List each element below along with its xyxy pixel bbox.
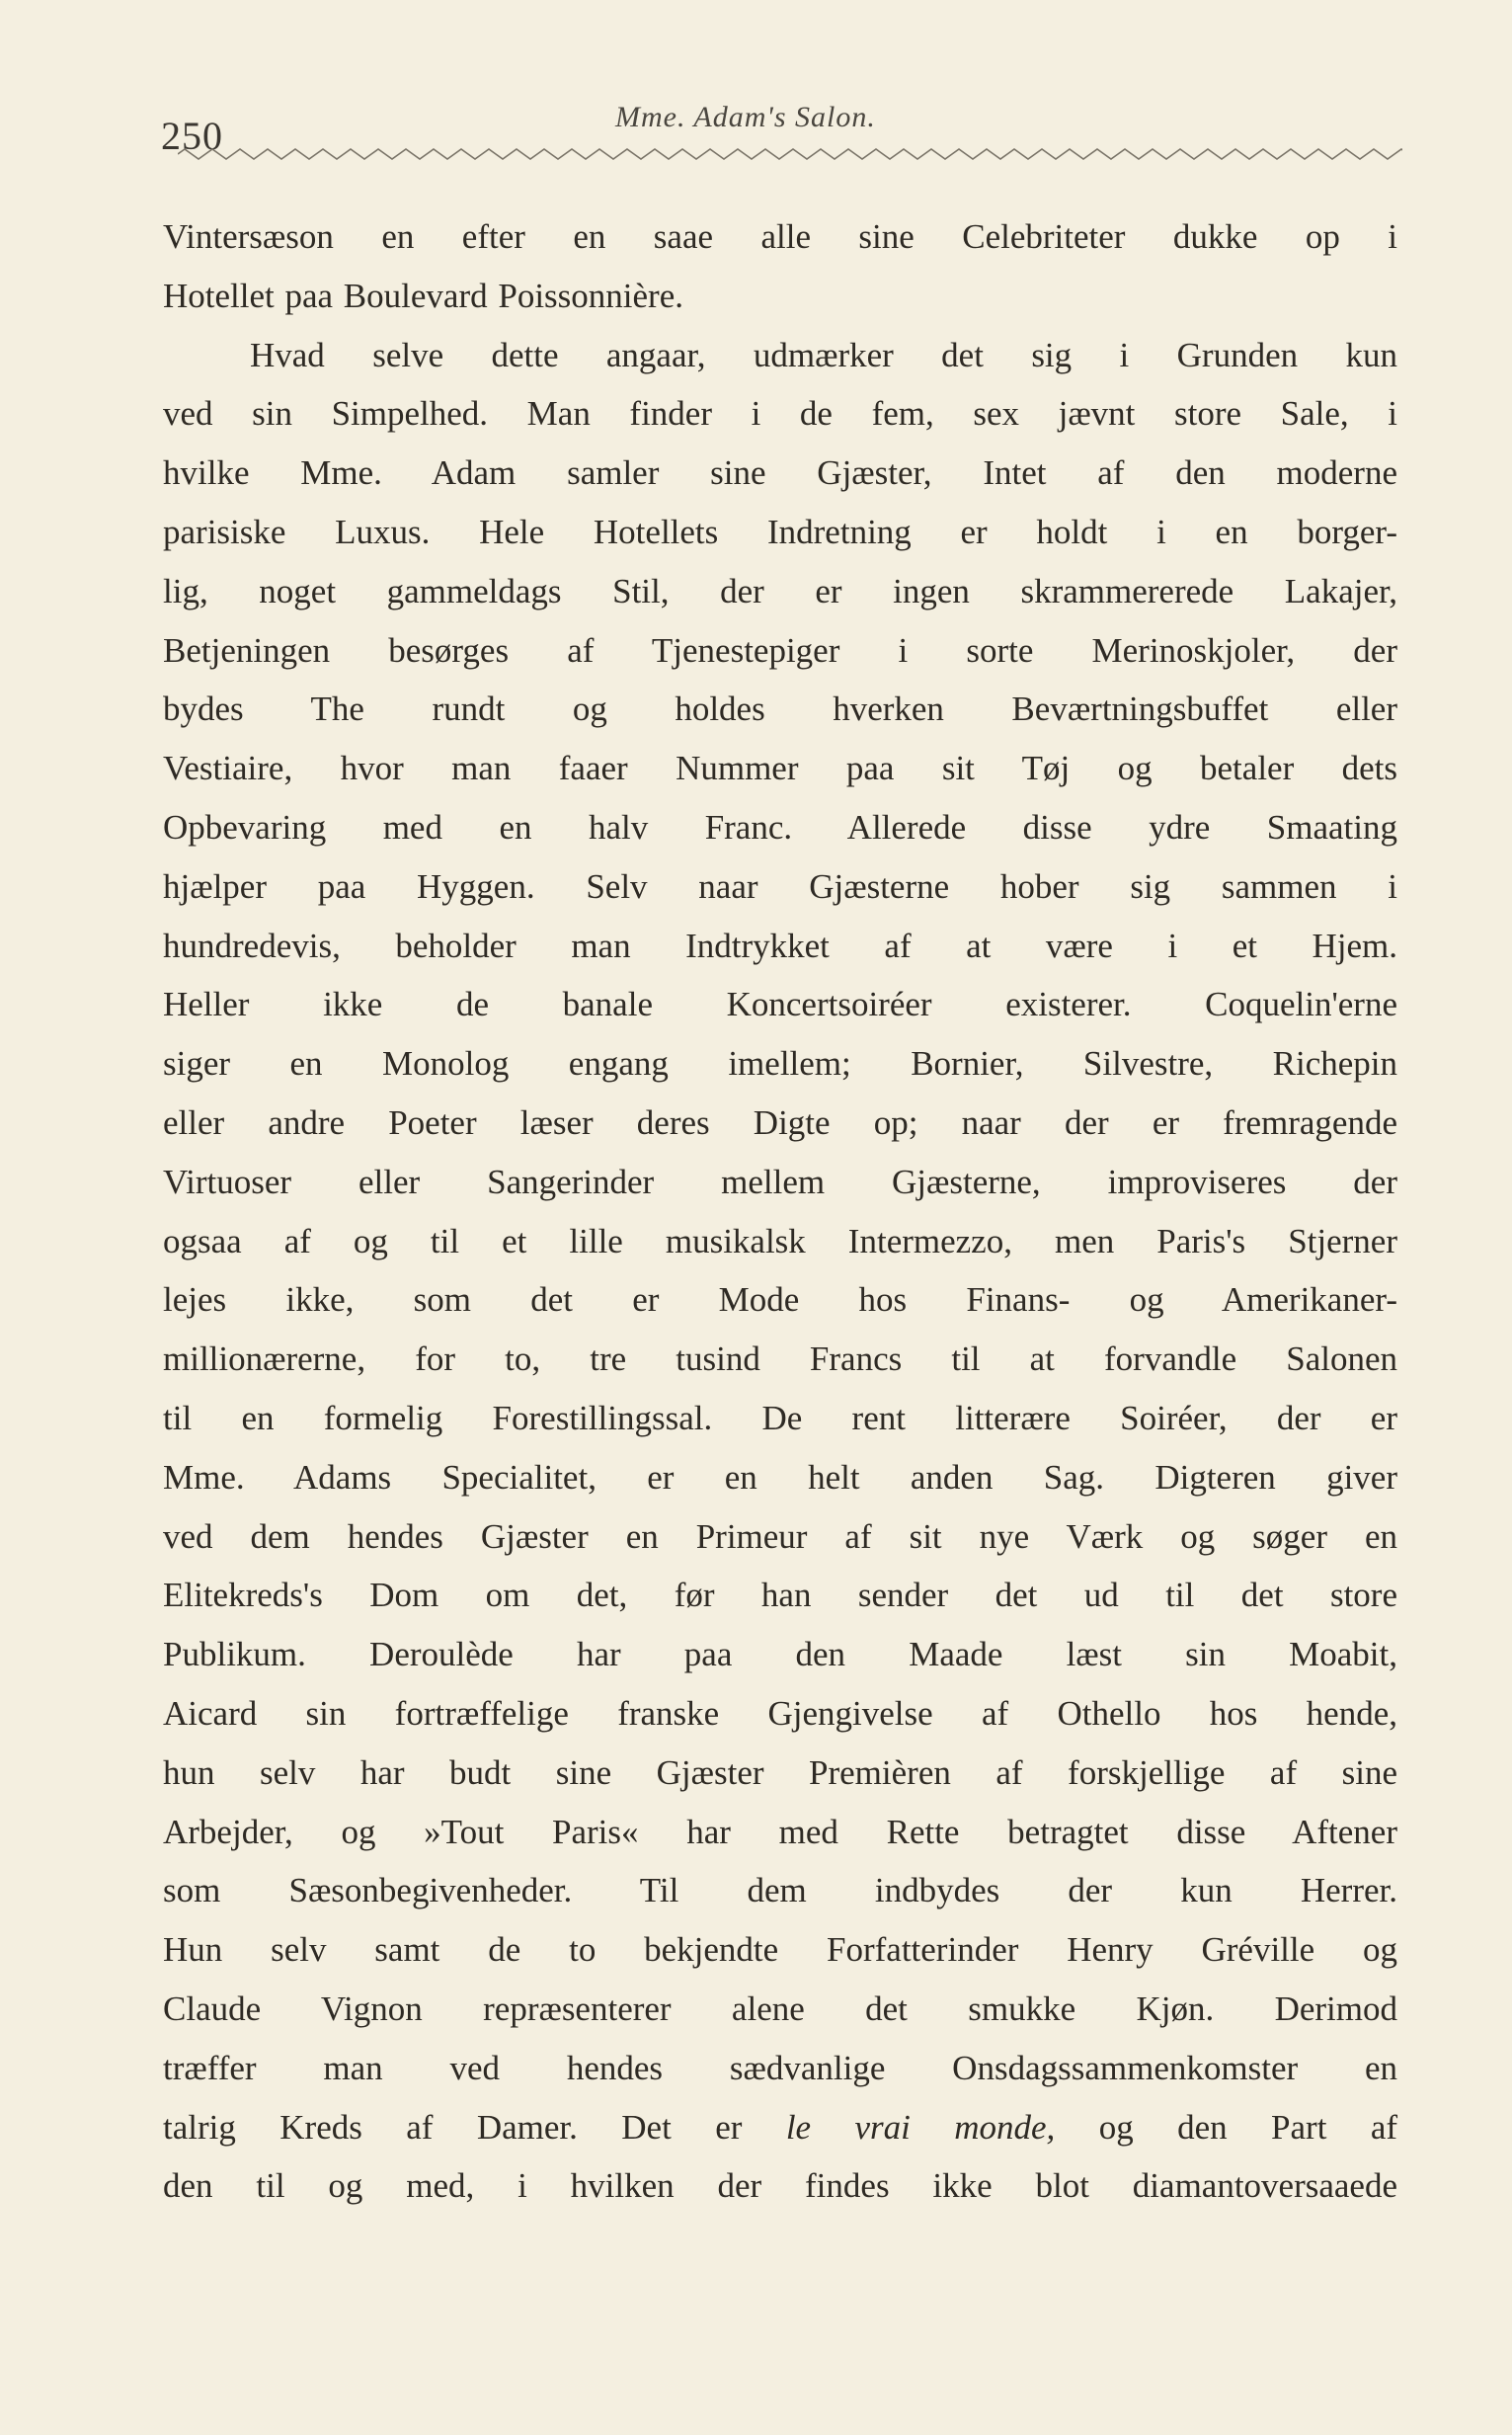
- text-line: hundredevis, beholder man Indtrykket af at være i et Hjem.: [163, 926, 1397, 965]
- page-header: [161, 91, 1400, 158]
- text-line: den til og med, i hvilken der findes ikke blot diamantoversaaede: [163, 2166, 1397, 2206]
- text-line: Vestiaire, hvor man faaer Nummer paa sit Tøj og betaler dets: [163, 749, 1397, 788]
- body-text: [163, 207, 1397, 2216]
- page-number: 250: [161, 114, 223, 158]
- text-line: Claude Vignon repræsenterer alene det smukke Kjøn. Derimod: [163, 1989, 1397, 2028]
- text-line: hvilke Mme. Adam samler sine Gjæster, Intet af den moderne: [163, 453, 1397, 493]
- text-line: ogsaa af og til et lille musikalsk Intermezzo, men Paris's Stjerner: [163, 1221, 1397, 1260]
- text-line: lejes ikke, som det er Mode hos Finans- og Amerikaner-: [163, 1280, 1397, 1320]
- text-segment: og den Part af: [1098, 2107, 1398, 2147]
- text-line: Vintersæson en efter en saae alle sine Celebriteter dukke op i: [163, 217, 1397, 256]
- text-line: Aicard sin fortræffelige franske Gjengivelse af Othello hos hende,: [163, 1693, 1397, 1733]
- text-line: Hun selv samt de to bekjendte Forfatterinder Henry Gréville og: [163, 1930, 1397, 1970]
- text-line-with-italic: [163, 2098, 1397, 2157]
- header-rule-ornament: [178, 146, 1402, 162]
- text-line: siger en Monolog engang imellem; Bornier, Silvestre, Richepin: [163, 1044, 1397, 1084]
- text-line: bydes The rundt og holdes hverken Beværtningsbuffet eller: [163, 690, 1397, 729]
- text-segment: talrig Kreds af Damer. Det er: [163, 2107, 743, 2147]
- text-line: Arbejder, og »Tout Paris« har med Rette betragtet disse Aftener: [163, 1812, 1397, 1851]
- text-line: Hvad selve dette angaar, udmærker det sig i Grunden kun: [250, 335, 1397, 374]
- text-line: Hotellet paa Boulevard Poissonnière.: [163, 276, 683, 315]
- text-line: Heller ikke de banale Koncertsoiréer existerer. Coquelin'erne: [163, 985, 1397, 1024]
- text-line: Virtuoser eller Sangerinder mellem Gjæsterne, improviseres der: [163, 1162, 1397, 1201]
- text-line: hjælper paa Hyggen. Selv naar Gjæsterne hober sig sammen i: [163, 866, 1397, 906]
- text-line: Publikum. Deroulède har paa den Maade læst sin Moabit,: [163, 1635, 1397, 1674]
- text-line: Mme. Adams Specialitet, er en helt anden Sag. Digteren giver: [163, 1457, 1397, 1497]
- text-line: til en formelig Forestillingssal. De rent litterære Soiréer, der er: [163, 1398, 1397, 1437]
- text-line: ved dem hendes Gjæster en Primeur af sit nye Værk og søger en: [163, 1516, 1397, 1556]
- text-line: millionærerne, for to, tre tusind Francs til at forvandle Salonen: [163, 1339, 1397, 1379]
- text-line: lig, noget gammeldags Stil, der er ingen skrammererede Lakajer,: [163, 571, 1397, 610]
- text-line: ved sin Simpelhed. Man finder i de fem, sex jævnt store Sale, i: [163, 394, 1397, 434]
- running-title: Mme. Adam's Salon.: [615, 101, 876, 133]
- text-line: som Sæsonbegivenheder. Til dem indbydes der kun Herrer.: [163, 1871, 1397, 1910]
- italic-phrase: le vrai monde,: [785, 2107, 1056, 2147]
- text-line: Betjeningen besørges af Tjenestepiger i sorte Merinoskjoler, der: [163, 630, 1397, 670]
- text-line: træffer man ved hendes sædvanlige Onsdagssammenkomster en: [163, 2048, 1397, 2087]
- text-line: hun selv har budt sine Gjæster Premièren af forskjellige af sine: [163, 1752, 1397, 1792]
- text-line: eller andre Poeter læser deres Digte op; naar der er fremragende: [163, 1102, 1397, 1142]
- text-line: Opbevaring med en halv Franc. Allerede disse ydre Smaating: [163, 807, 1397, 847]
- text-line: Elitekreds's Dom om det, før han sender det ud til det store: [163, 1576, 1397, 1615]
- text-line: parisiske Luxus. Hele Hotellets Indretning er holdt i en borger-: [163, 512, 1397, 551]
